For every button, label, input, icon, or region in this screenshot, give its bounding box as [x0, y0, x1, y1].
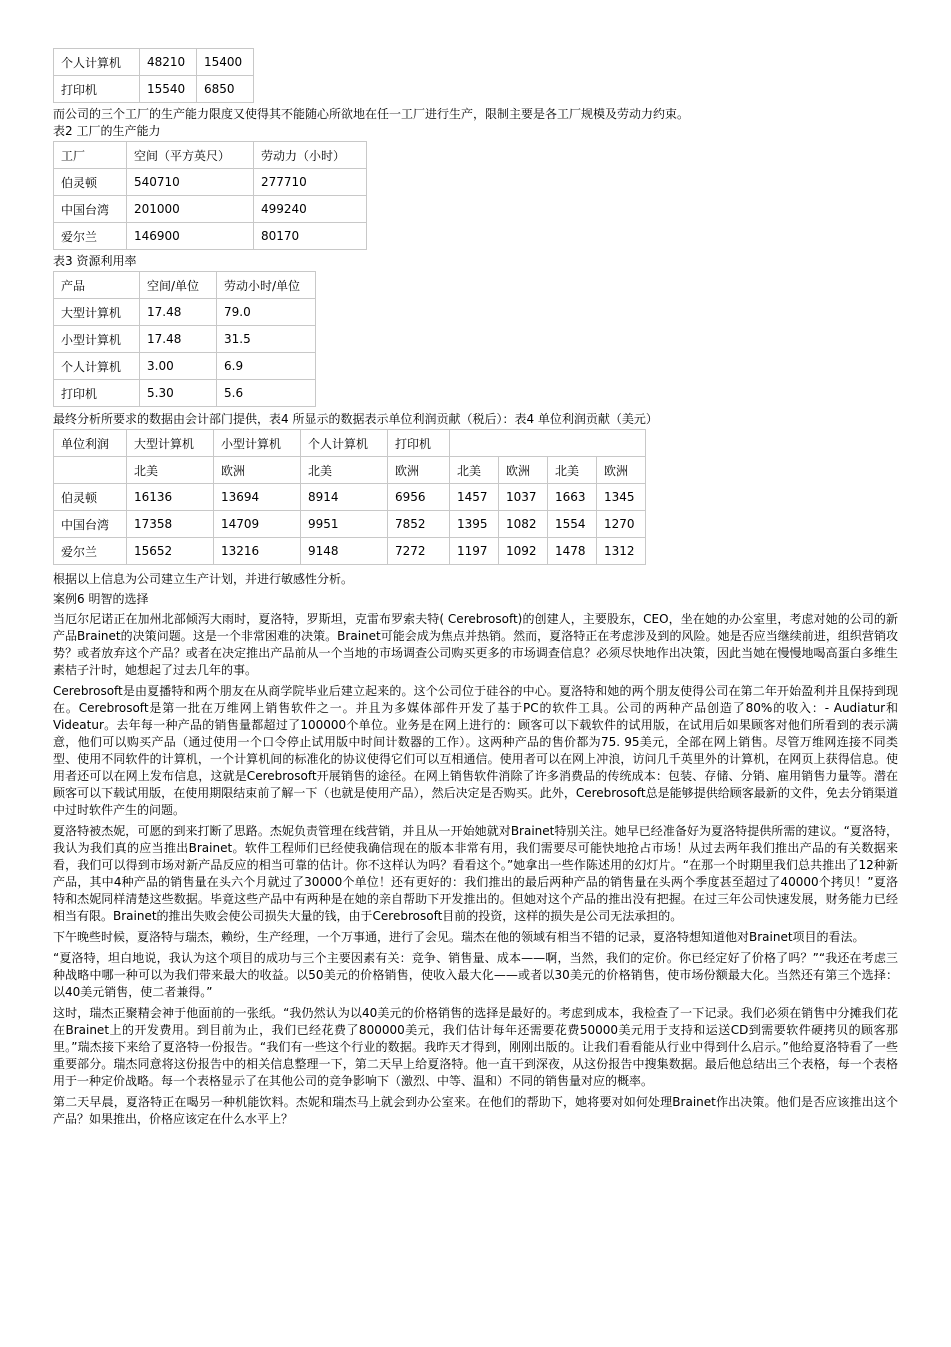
table3-caption: 表3 资源利用率 — [53, 254, 137, 268]
value-cell: 1457 — [450, 484, 499, 511]
table-row — [54, 76, 254, 103]
header-cell: 大型计算机 — [127, 430, 214, 457]
table-row — [54, 484, 646, 511]
table-header-row — [54, 142, 367, 169]
value-cell: 1270 — [597, 511, 646, 538]
value-cell: 13694 — [214, 484, 301, 511]
value-cell: 9148 — [301, 538, 388, 565]
paragraph: 当厄尔尼诺正在加州北部倾泻大雨时，夏洛特，罗斯坦，克雷布罗索夫特( Cerebrosoft)的创建人，主要股东，CEO，坐在她的办公室里，考虑对她的公司的新产品Brainet的决策问题。这是一个非常困难的决策。Brainet可能会成为焦点并热销。然而，夏洛特正在考虑涉及到的风险。她是否应当继续前进，组织营销攻势？或者放弃这个产品？或者在决定推出产品前从一个当地的市场调查公司购买更多的市场调查信息？必须尽快地作出决策，因此当她在慢慢地喝高蛋白多维生素桔子汁时，她想起了过去几年的事。 — [53, 612, 898, 677]
header-cell: 劳动力（小时） — [254, 142, 367, 169]
value-cell: 1663 — [548, 484, 597, 511]
value-cell: 499240 — [254, 196, 367, 223]
region-cell: 北美 — [548, 457, 597, 484]
value-cell: 13216 — [214, 538, 301, 565]
value-cell: 15652 — [127, 538, 214, 565]
row-label-cell: 打印机 — [54, 380, 140, 407]
value-cell: 9951 — [301, 511, 388, 538]
row-label-cell: 伯灵顿 — [54, 169, 127, 196]
value-cell: 1395 — [450, 511, 499, 538]
value-cell: 1037 — [499, 484, 548, 511]
header-cell: 个人计算机 — [301, 430, 388, 457]
value-cell: 201000 — [127, 196, 254, 223]
region-cell: 欧洲 — [388, 457, 450, 484]
table-sales-continued — [53, 48, 254, 103]
paragraph: 夏洛特被杰妮，可愿的到来打断了思路。杰妮负责管理在线营销，并且从一开始她就对Brainet特别关注。她早已经准备好为夏洛特提供所需的建议。“夏洛特，我认为我们真的应当推出Brainet。软件工程师们已经使我确信现在的版本非常有用，我们需要尽可能快地抢占市场！从过去两年我们推出产品的有关数据来看，我们可以得到市场对新产品反应的相当可靠的估计。你不这样认为吗？看看这个。”她拿出一些作陈述用的幻灯片。“在那一个时期里我们总共推出了12种新产品，其中4种产品的销售量在头六个月就过了30000个单位！还有更好的：我们推出的最后两种产品的销售量在头两个季度甚至超过了40000个拷贝！”夏洛特和杰妮同样清楚这些数据。毕竟这些产品中有两种是在她的亲自帮助下开发推出的。但她对这个产品的推出没有把握。在过三年公司快速发展，财务能力已经相当有限。Brainet的推出失败会使公司损失大量的钱，由于Cerebrosoft目前的投资，这样的损失是公司无法承担的。 — [53, 824, 898, 923]
paragraph: “夏洛特，坦白地说，我认为这个项目的成功与三个主要因素有关：竞争、销售量、成本——啊，当然，我们的定价。你已经定好了价格了吗？”“我还在考虑三种战略中哪一种可以为我们带来最大的收益。以50美元的价格销售，使收入最大化——或者以30美元的价格销售，使市场份额最大化。当然还有第三个选择：以40美元销售，使二者兼得。” — [53, 951, 898, 999]
value-cell: 7272 — [388, 538, 450, 565]
value-cell: 15540 — [140, 76, 197, 103]
table2-caption: 表2 工厂的生产能力 — [53, 124, 161, 138]
value-cell: 1092 — [499, 538, 548, 565]
value-cell: 6956 — [388, 484, 450, 511]
header-cell: 空间（平方英尺） — [127, 142, 254, 169]
value-cell: 6.9 — [217, 353, 316, 380]
region-cell: 欧洲 — [214, 457, 301, 484]
value-cell: 146900 — [127, 223, 254, 250]
table-row — [54, 299, 316, 326]
case-title: 案例6 明智的选择 — [53, 592, 149, 606]
value-cell: 1345 — [597, 484, 646, 511]
value-cell: 277710 — [254, 169, 367, 196]
value-cell: 1554 — [548, 511, 597, 538]
row-label-cell: 爱尔兰 — [54, 223, 127, 250]
table-row — [54, 353, 316, 380]
text-production-plan: 根据以上信息为公司建立生产计划，并进行敏感性分析。 — [53, 572, 354, 586]
value-cell: 7852 — [388, 511, 450, 538]
header-cell: 空间/单位 — [140, 272, 217, 299]
value-cell: 6850 — [197, 76, 254, 103]
table-unit-profit — [53, 429, 646, 565]
table-row — [54, 49, 254, 76]
paragraph: Cerebrosoft是由夏播特和两个朋友在从商学院毕业后建立起来的。这个公司位于硅谷的中心。夏洛特和她的两个朋友使得公司在第二年开始盈利并且保持到现在。Cerebrosoft是第一批在万维网上销售软件之一。并且为多媒体部件开发了基于PC的软件工具。公司的两种产品创造了80%的收入：- Audiatur和Videatur。去年每一种产品的销售量都超过了100000个单位。业务是在网上进行的：顾客可以下载软件的试用版，在试用后如果顾客对他们所看到的表示满意，他们可以购买产品（通过使用一个口令停止试用版中时间计数器的工作）。这两种产品的售价都为75. 95美元，全部在网上销售。尽管万维网连接不同类型、使用不同软件的计算机，一个计算机间的标准化的协议使得它们可以互相通信。使用者可以在网上冲浪，访问几千英里外的计算机，在网页上获得信息。使用者还可以在网上发布信息，这就是Cerebrosoft开展销售的途径。在网上销售软件消除了许多消费品的传统成本：包装、存储、分销、雇用销售力量等。潜在顾客可以下载试用版，在使用期限结束前了解一下（也就是使用产品），然后决定是否购买。此外，Cerebrosoft总是能够提供给顾客最新的文件，免去分销渠道中过时软件产生的问题。 — [53, 684, 898, 817]
row-label-cell: 个人计算机 — [54, 353, 140, 380]
row-label-cell: 个人计算机 — [54, 49, 140, 76]
empty-header-cell — [450, 430, 646, 457]
region-cell: 欧洲 — [597, 457, 646, 484]
value-cell: 16136 — [127, 484, 214, 511]
case-body — [53, 611, 898, 1128]
table4-caption: 最终分析所要求的数据由会计部门提供，表4 所显示的数据表示单位利润贡献（税后）：表4 单位利润贡献（美元） — [53, 412, 658, 426]
table-resource-usage — [53, 271, 316, 407]
value-cell: 14709 — [214, 511, 301, 538]
table-row — [54, 380, 316, 407]
row-label-cell: 打印机 — [54, 76, 140, 103]
value-cell: 5.30 — [140, 380, 217, 407]
header-cell: 打印机 — [388, 430, 450, 457]
table-row — [54, 169, 367, 196]
value-cell: 8914 — [301, 484, 388, 511]
table-row — [54, 196, 367, 223]
value-cell: 17.48 — [140, 299, 217, 326]
region-cell: 欧洲 — [499, 457, 548, 484]
table-factory-capacity — [53, 141, 367, 250]
value-cell: 79.0 — [217, 299, 316, 326]
paragraph: 下午晚些时候，夏洛特与瑞杰，赖纷，生产经理，一个万事通，进行了会见。瑞杰在他的领域有相当不错的记录，夏洛特想知道他对Brainet项目的看法。 — [53, 930, 865, 944]
value-cell: 48210 — [140, 49, 197, 76]
value-cell: 80170 — [254, 223, 367, 250]
region-cell: 北美 — [301, 457, 388, 484]
value-cell: 1478 — [548, 538, 597, 565]
header-cell: 工厂 — [54, 142, 127, 169]
region-cell: 北美 — [127, 457, 214, 484]
value-cell: 540710 — [127, 169, 254, 196]
paragraph: 这时，瑞杰正聚精会神于他面前的一张纸。“我仍然认为以40美元的价格销售的选择是最好的。考虑到成本，我检查了一下记录。我们必须在销售中分摊我们花在Brainet上的开发费用。到目前为止，我们已经花费了800000美元，我们估计每年还需要花费50000美元用于支持和运送CD到需要软件硬拷贝的顾客那里。”瑞杰接下来给了夏洛特一份报告。“我们有一些这个行业的数据。我昨天才得到，刚刚出版的。让我们看看能从行业中得到什么启示。”他给夏洛特看了一些重要部分。瑞杰同意将这份报告中的相关信息整理一下，第二天早上给夏洛特。他一直干到深夜，从这份报告中搜集数据。最后他总结出三个表格，每一个表格用于一种定价战略。每一个表格显示了在其他公司的竞争影响下（激烈、中等、温和）不同的销售量对应的概率。 — [53, 1006, 898, 1088]
empty-cell — [54, 457, 127, 484]
value-cell: 1197 — [450, 538, 499, 565]
header-cell: 单位利润 — [54, 430, 127, 457]
value-cell: 17.48 — [140, 326, 217, 353]
value-cell: 17358 — [127, 511, 214, 538]
text-capacity-limit: 而公司的三个工厂的生产能力限度又使得其不能随心所欲地在任一工厂进行生产，限制主要是各工厂规模及劳动力约束。 — [53, 107, 690, 121]
table-row — [54, 511, 646, 538]
header-cell: 劳动小时/单位 — [217, 272, 316, 299]
region-cell: 北美 — [450, 457, 499, 484]
row-label-cell: 爱尔兰 — [54, 538, 127, 565]
value-cell: 3.00 — [140, 353, 217, 380]
document-page — [53, 48, 898, 1132]
row-label-cell: 小型计算机 — [54, 326, 140, 353]
value-cell: 31.5 — [217, 326, 316, 353]
row-label-cell: 中国台湾 — [54, 511, 127, 538]
table-header-row-1 — [54, 430, 646, 457]
header-cell: 产品 — [54, 272, 140, 299]
table-header-row — [54, 272, 316, 299]
table-row — [54, 223, 367, 250]
table-row — [54, 326, 316, 353]
header-cell: 小型计算机 — [214, 430, 301, 457]
row-label-cell: 伯灵顿 — [54, 484, 127, 511]
value-cell: 5.6 — [217, 380, 316, 407]
row-label-cell: 中国台湾 — [54, 196, 127, 223]
table-header-row-2 — [54, 457, 646, 484]
value-cell: 1082 — [499, 511, 548, 538]
table-row — [54, 538, 646, 565]
row-label-cell: 大型计算机 — [54, 299, 140, 326]
value-cell: 1312 — [597, 538, 646, 565]
paragraph: 第二天早晨，夏洛特正在喝另一种机能饮料。杰妮和瑞杰马上就会到办公室来。在他们的帮助下，她将要对如何处理Brainet作出决策。他们是否应该推出这个产品？如果推出，价格应该定在什么水平上？ — [53, 1095, 898, 1126]
value-cell: 15400 — [197, 49, 254, 76]
